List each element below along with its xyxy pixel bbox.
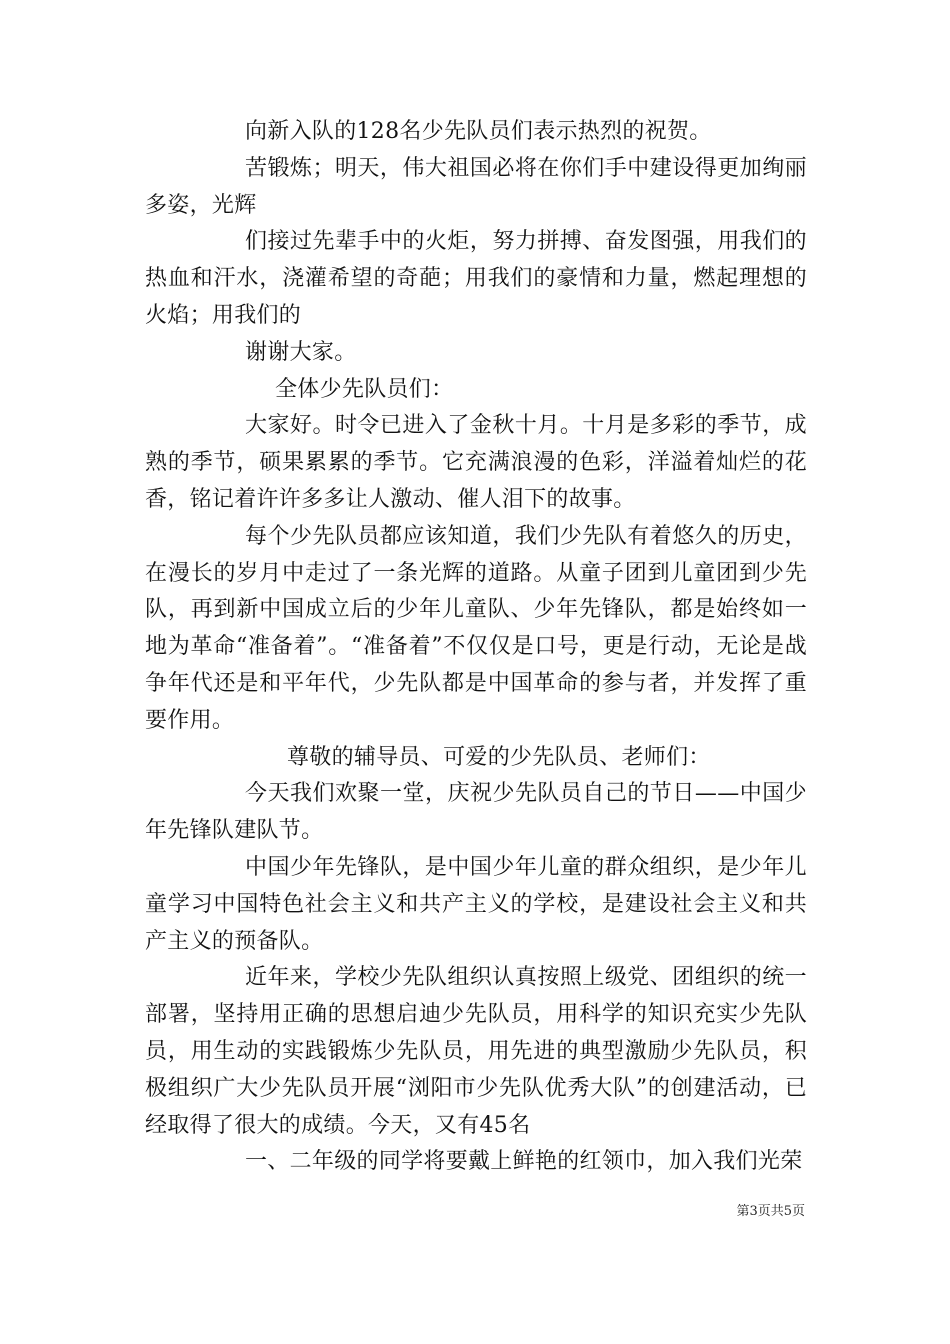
paragraph: 近年来，学校少先队组织认真按照上级党、团组织的统一部署，坚持用正确的思想启迪少先队员，用科学的知识充实少先队员，用生动的实践锻炼少先队员，用先进的典型激励少先队员，积极组织广大少先队员开展“浏阳市少先队优秀大队”的创建活动，已经取得了很大的成绩。今天，又有45名 [145, 965, 807, 1138]
paragraph: 中国少年先锋队，是中国少年儿童的群众组织，是少年儿童学习中国特色社会主义和共产主义的学校，是建设社会主义和共产主义的预备队。 [145, 854, 807, 954]
paragraph: 一、二年级的同学将要戴上鲜艳的红领巾，加入我们光荣 [245, 1149, 803, 1175]
document-body [145, 114, 807, 1181]
paragraph: 大家好。时令已进入了金秋十月。十月是多彩的季节，成熟的季节，硕果累累的季节。它充满浪漫的色彩，洋溢着灿烂的花香，铭记着许许多多让人激动、催人泪下的故事。 [145, 413, 807, 512]
paragraph: 每个少先队员都应该知道，我们少先队有着悠久的历史，在漫长的岁月中走过了一条光辉的道路。从童子团到儿童团到少先队，再到新中国成立后的少年儿童队、少年先锋队，都是始终如一地为革命“准备着”。“准备着”不仅仅是口号，更是行动，无论是战争年代还是和平年代，少先队都是中国革命的参与者，并发挥了重要作用。 [145, 523, 807, 733]
paragraph: 苦锻炼；明天，伟大祖国必将在你们手中建设得更加绚丽多姿，光辉 [145, 155, 807, 218]
paragraph: 今天我们欢聚一堂，庆祝少先队员自己的节日——中国少年先锋队建队节。 [145, 781, 807, 844]
paragraph: 们接过先辈手中的火炬，努力拼搏、奋发图强，用我们的热血和汗水，浇灌希望的奇葩；用我们的豪情和力量，燃起理想的火焰；用我们的 [145, 229, 807, 328]
salutation: 全体少先队员们： [275, 376, 454, 402]
salutation: 尊敬的辅导员、可爱的少先队员、老师们： [287, 744, 711, 770]
paragraph: 谢谢大家。 [245, 339, 357, 365]
page-number: 第3页共5页 [736, 1204, 805, 1219]
paragraph: 向新入队的128名少先队员们表示热烈的祝贺。 [245, 119, 712, 144]
